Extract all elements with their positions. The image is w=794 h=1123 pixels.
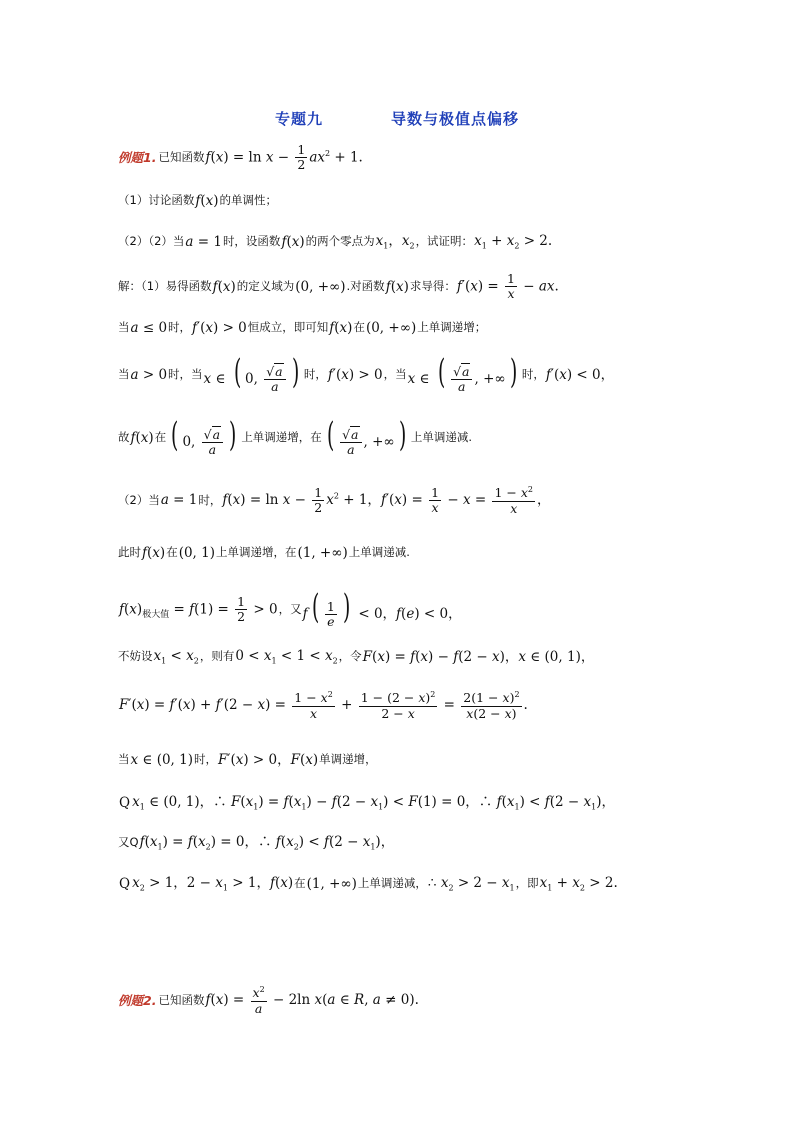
solution-part-2-line-3: $f(x)_{极大值} = f(1)$ = $\frac{1}{2}$ > 0 ，又 f ( $\frac{1}{e}$ ) < 0，f(e) < 0， <box>119 587 462 629</box>
solution-part-2-line-7: Q $x_1$ ∈ (0, 1)，∴ $F(x_1) = f(x_1) - f(2 - x_1) < F(1) = 0$，∴ $f(x_1) < f(2 - x_1)$， <box>119 794 616 812</box>
solution-part-2-line-8: 又Q $f(x_1) = f(x_2) = 0$，∴ $f(x_2) < f(2 - x_1)$， <box>118 834 395 852</box>
solution-part-2-line-5: F′(x) = f′(x) + f′(2 − x) = $\frac{1 - x^2}{x}$ + $\frac{1 - (2 - x)^2}{2 - x}$ = $\frac{2(1 - x)^2}{x(2 - x)}$ . <box>119 690 528 721</box>
title-topic: 专题九 <box>274 110 323 128</box>
solution-part-2-line-1: （2）当 a = 1 时， f(x) = ln x − $\frac{1}{2}$ $x^2 + 1$，f′(x) = $\frac{1}{x}$ − x = $\frac{1 - x^2}{x}$ ， <box>118 484 551 516</box>
example-1-statement: 例题1. 已知函数 f(x) = ln x − $\frac{1}{2}$ $ax^2 + 1$. <box>118 142 363 173</box>
example-2-statement: 例题2. 已知函数 f(x) = $\frac{x^2}{a}$ − 2ln x(a ∈ R, a ≠ 0). <box>118 985 419 1016</box>
title-subject: 导数与极值点偏移 <box>391 110 520 128</box>
solution-line-2: 当 a ≤ 0 时， f′(x) > 0 恒成立，即可知 f(x) 在 (0, +∞) 上单调递增； <box>118 320 487 336</box>
example-2-label: 例题2. <box>118 992 157 1008</box>
question-1: （1）讨论函数 f(x) 的单调性； <box>118 193 278 209</box>
solution-part-2-line-9: Q $x_2 > 1$，$2 - x_1 > 1$，f(x) 在 (1, +∞) 上单调递减， ∴ $x_2 > 2 - x_1$ ，即 $x_1 + x_2 > 2$. <box>119 875 618 893</box>
page-title <box>0 108 794 129</box>
solution-part-2-line-6: 当 x ∈ (0, 1) 时， F′(x) > 0，F(x) 单调递增， <box>118 752 377 768</box>
solution-part-2-line-2: 此时 f(x) 在 (0, 1) 上单调递增，在 (1, +∞) 上单调递减. <box>118 545 410 561</box>
solution-line-1: 解：（1）易得函数 f(x) 的定义域为 (0, +∞) .对函数 f(x) 求导得： f′(x) = $\frac{1}{x}$ − ax. <box>118 271 559 302</box>
question-2: （2）（2）当 a = 1 时，设函数 f(x) 的两个零点为 $x_1$，$x_2$ ，试证明： $x_1 + x_2 > 2$. <box>118 233 553 251</box>
solution-part-2-line-4: 不妨设 $x_1 < x_2$ ，则有 $0 < x_1 < 1 < x_2$ ，令 F(x) = f(x) − f(2 − x)，x ∈ (0, 1)， <box>118 648 595 666</box>
example-1-label: 例题1. <box>118 150 157 166</box>
solution-line-3: 当 a > 0 时，当 x ∈ ( 0, $\frac{√a}{a}$ ) 时， f′(x) > 0 ，当 x ∈ ( $\frac{√a}{a}$ , +∞ ) 时， f′(x) < 0， <box>118 352 615 394</box>
solution-line-4: 故 f(x) 在 ( 0, $\frac{√a}{a}$ ) 上单调递增，在 ( $\frac{√a}{a}$ , +∞ ) 上单调递减. <box>118 415 473 457</box>
